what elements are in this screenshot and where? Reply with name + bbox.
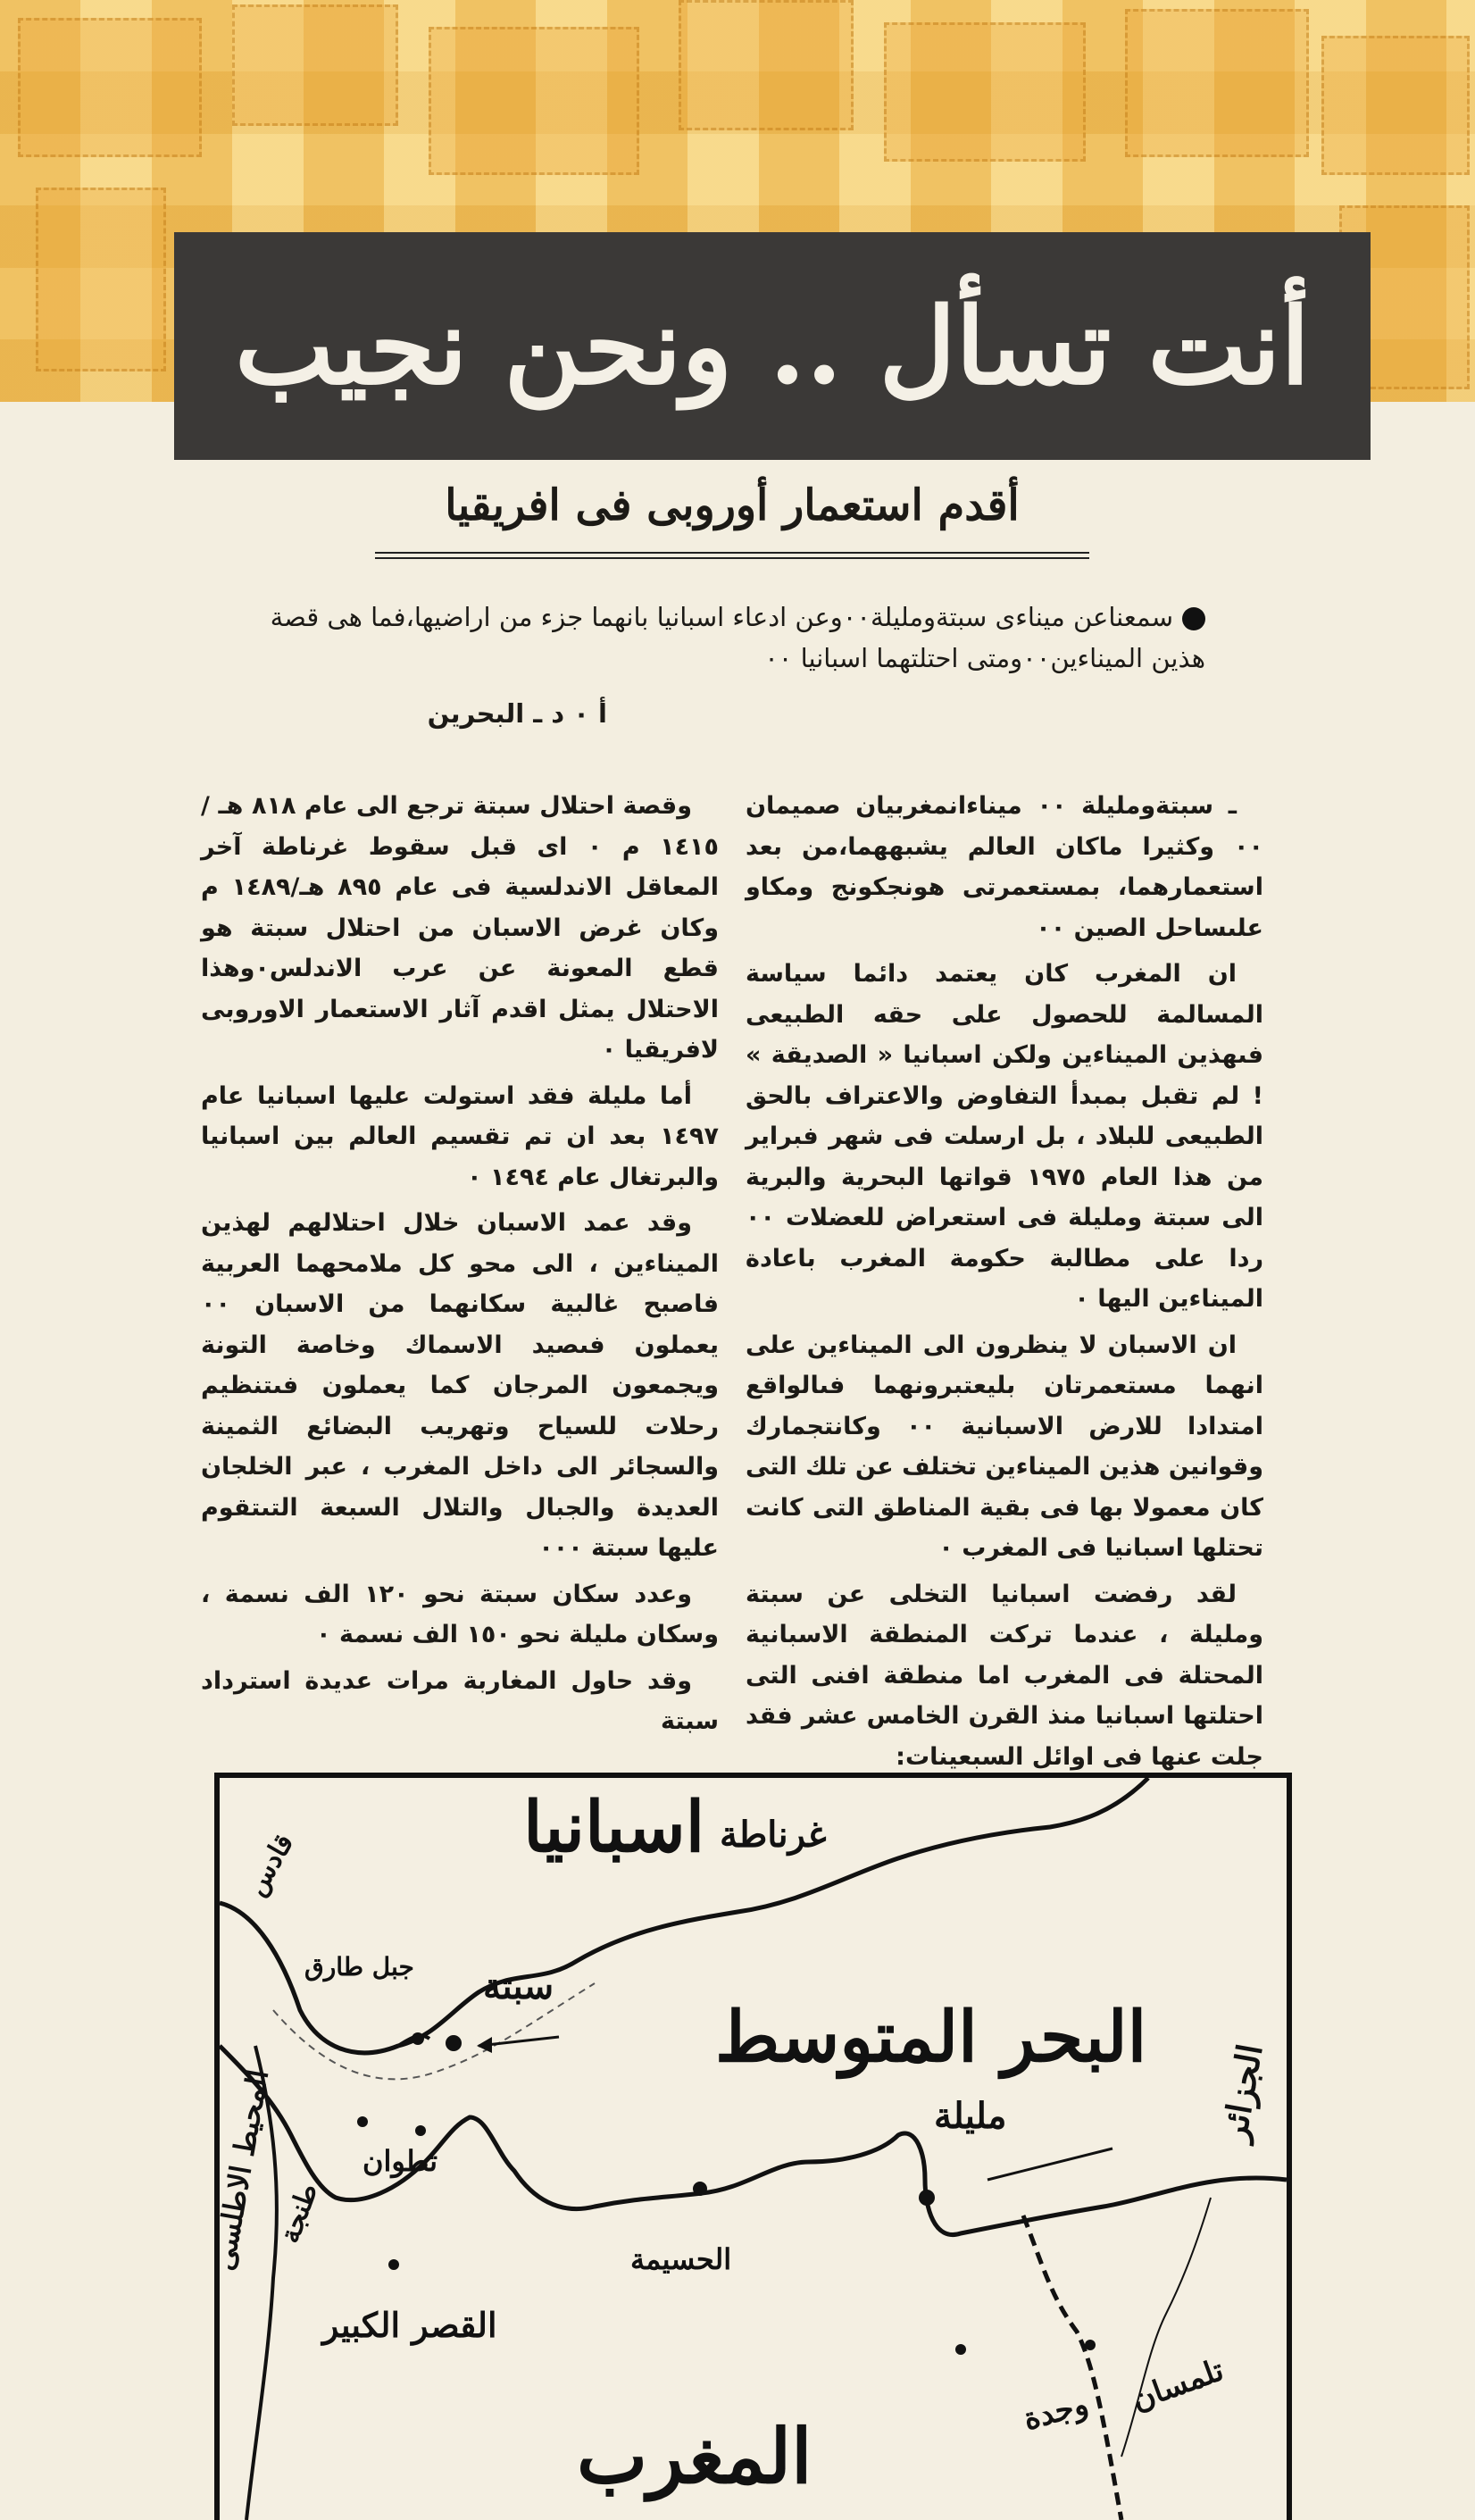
paragraph: وعدد سكان سبتة نحو ١٢٠ الف نسمة ، وسكان مليلة نحو ١٥٠ الف نسمة ٠ bbox=[201, 1580, 719, 1648]
article-column-left bbox=[201, 786, 719, 1748]
strait-map bbox=[206, 1773, 1292, 2520]
map-label-atlantic: المحيط الاطلسى bbox=[206, 2066, 276, 2274]
page-title: أنت تسأل .. ونحن نجيب bbox=[234, 284, 1311, 408]
article-column-right bbox=[746, 786, 1263, 1782]
map-label-gibraltar: جبل طارق bbox=[304, 1952, 414, 1982]
paragraph: لقد رفضت اسبانيا التخلى عن سبتة ومليلة ، عندما تركت المنطقة الاسبانية المحتلة فى المغرب اما منطقة افنى التى احتلتها اسبانيا منذ القرن الخامس عشر فقد جلت عنها فى اوائل السبعينات: bbox=[746, 1580, 1263, 1771]
paragraph: ان الاسبان لا ينظرون الى الميناءين على انهما مستعمرتان بليعتبرونهما فىالواقع امتدادا للارض الاسبانية ٠٠ وكانتجمارك وقوانين هذين الميناءين تختلف عن تلك التى كان معمولا بها فى بقية المناطق التى كانت تحتلها اسبانيا فى المغرب ٠ bbox=[746, 1331, 1264, 1562]
map-label-ceuta: سبتة bbox=[483, 1965, 554, 2007]
map-label-melilla: مليلة bbox=[934, 2095, 1007, 2137]
question-signature: أ ٠ د ـ البحرين bbox=[427, 698, 607, 729]
map-label-cadiz: قادس bbox=[240, 1828, 301, 1902]
map-label-spain: اسبانيا bbox=[523, 1787, 705, 1868]
map-label-oujda: وجدة bbox=[1020, 2386, 1093, 2438]
map-label-tangier: طنجة bbox=[274, 2179, 325, 2248]
paragraph: ان المغرب كان يعتمد دائما سياسة المسالمة للحصول على حقه الطبيعى فىهذين الميناءين ولكن اسبانيا « الصديقة » ! لم تقبل بمبدأ التفاوض والاعتراف بالحق الطبيعى للبلاد ، بل ارسلت فى شهر فبراير من هذا العام ١٩٧٥ قواتها البحرية والبرية الى سبتة ومليلة فى استعراض للعضلات ٠٠ ردا على مطالبة حكومة المغرب باعادة الميناءين اليها ٠ bbox=[746, 960, 1263, 1313]
paragraph: وقد حاول المغاربة مرات عديدة استرداد سبتة bbox=[201, 1666, 719, 1735]
map-label-mediterranean: البحر المتوسط bbox=[715, 1997, 1147, 2078]
subtitle-underline bbox=[375, 552, 1089, 559]
map-label-algeria: الجزائر bbox=[1213, 2040, 1271, 2145]
paragraph: وقصة احتلال سبتة ترجع الى عام ٨١٨ هـ / ١٤١٥ م ٠ اى قبل سقوط غرناطة آخر المعاقل الاندلسية فى عام ٨٩٥ هـ/١٤٨٩ م وكان غرض الاسبان من احتلال سبتة هو قطع المعونة عن عرب الاندلس٠وهذا الاحتلال يمثل اقدم آثار الاستعمار الاوروبى لافريقيا ٠ bbox=[201, 792, 720, 1064]
paragraph: أما مليلة فقد استولت عليها اسبانيا عام ١٤٩٧ بعد ان تم تقسيم العالم بين اسبانيا والبرتغال عام ١٤٩٤ ٠ bbox=[201, 1081, 719, 1191]
article-subtitle: أقدم استعمار أوروبى فى افريقيا bbox=[445, 480, 1020, 530]
map-label-granada: غرناطة bbox=[720, 1814, 827, 1856]
map-label-tlemcen: تلمسان bbox=[1127, 2352, 1229, 2418]
question-text: سمعناعن ميناءى سبتةومليلة٠٠وعن ادعاء اسبانيا بانهما جزء من اراضيها،فما هى قصة هذين الميناءين٠٠ومتى احتلتهما اسبانيا ٠٠ bbox=[270, 602, 1205, 673]
reader-question bbox=[259, 597, 1205, 679]
map-label-tetouan: تطوان bbox=[362, 2144, 438, 2178]
map-label-alhoceima: الحسيمة bbox=[630, 2242, 732, 2276]
title-box bbox=[174, 232, 1371, 460]
paragraph: ـ سبتةومليلة ٠٠ ميناءانمغربيان صميمان ٠٠ وكثيرا ماكان العالم يشبههما،من بعد استعمارهما، بمستعمرتى هونجكونج ومكاو علىساحل الصين ٠٠ bbox=[746, 792, 1263, 942]
map-label-morocco: المغرب bbox=[577, 2412, 812, 2500]
map-label-ksar: القصر الكبير bbox=[322, 2305, 497, 2345]
bullet-icon bbox=[1182, 607, 1205, 630]
paragraph: وقد عمد الاسبان خلال احتلالهم لهذين الميناءين ، الى محو كل ملامحهما العربية فاصبح غالبية سكانهما من الاسبان ٠٠ يعملون فىصيد الاسماك وخاصة التونة ويجمعون المرجان كما يعملون فىتنظيم رحلات للسياح وتهريب البضائع الثمينة والسجائر الى داخل المغرب ، عبر الخلجان العديدة والجبال والتلال السبعة التىتقوم عليها سبتة ٠٠٠ bbox=[201, 1209, 719, 1562]
